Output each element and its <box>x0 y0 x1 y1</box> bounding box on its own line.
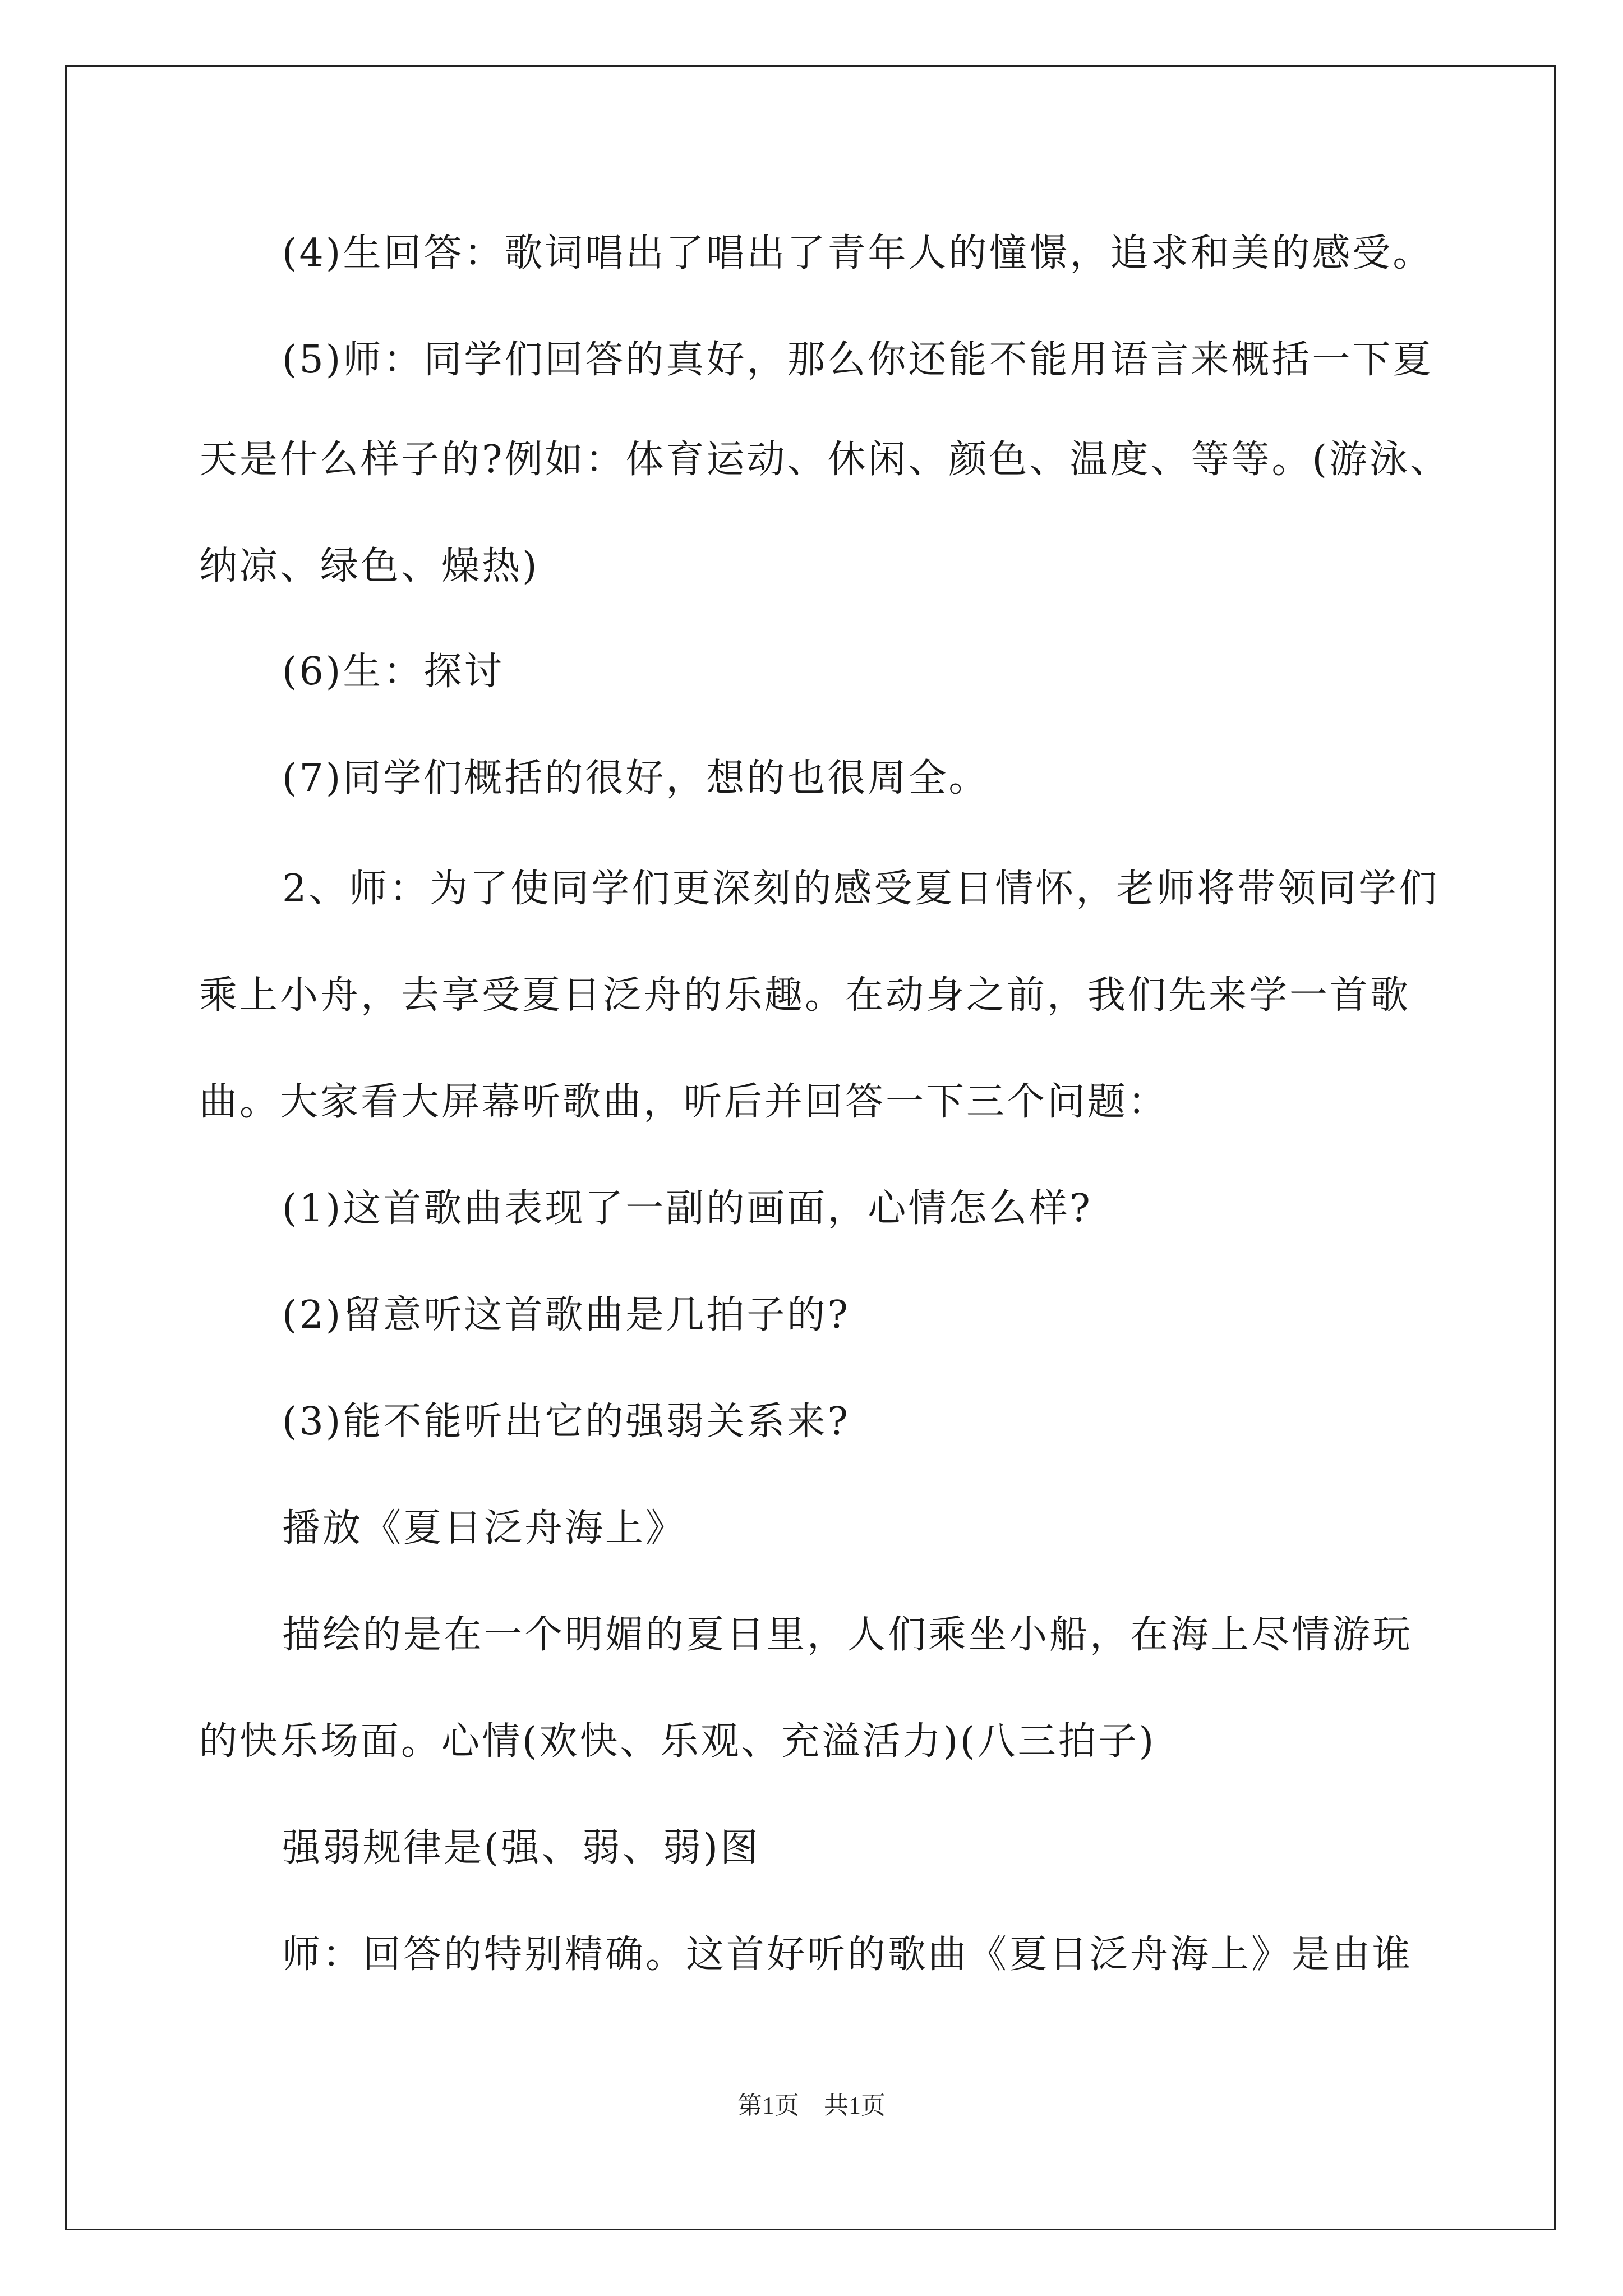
paragraph-line: (5)师：同学们回答的真好，那么你还能不能用语言来概括一下夏 <box>282 338 1433 382</box>
paragraph-line: (3)能不能听出它的强弱关系来? <box>282 1400 850 1444</box>
paragraph-line: (1)这首歌曲表现了一副的画面，心情怎么样? <box>282 1186 1092 1231</box>
paragraph-line: 师：回答的特别精确。这首好听的歌曲《夏日泛舟海上》是由谁 <box>282 1932 1413 1977</box>
paragraph-line: (7)同学们概括的很好，想的也很周全。 <box>282 756 989 800</box>
paragraph-line: 播放《夏日泛舟海上》 <box>282 1506 686 1550</box>
page-number-footer: 第1页 共1页 <box>737 2092 886 2119</box>
paragraph-line: (2)留意听这首歌曲是几拍子的? <box>282 1293 850 1337</box>
paragraph-line: (4)生回答：歌词唱出了唱出了青年人的憧憬，追求和美的感受。 <box>282 231 1433 275</box>
paragraph-line: 乘上小舟，去享受夏日泛舟的乐趣。在动身之前，我们先来学一首歌 <box>199 973 1411 1018</box>
paragraph-line: 纳凉、绿色、燥热) <box>199 544 540 588</box>
paragraph-line: (6)生：探讨 <box>282 650 505 694</box>
page-border <box>65 65 1556 2230</box>
paragraph-line: 天是什么样子的?例如：体育运动、休闲、颜色、温度、等等。(游泳、 <box>199 438 1450 482</box>
paragraph-line: 2、师：为了使同学们更深刻的感受夏日情怀，老师将带领同学们 <box>282 867 1440 911</box>
paragraph-line: 曲。大家看大屏幕听歌曲，听后并回答一下三个问题： <box>199 1080 1169 1124</box>
paragraph-line: 描绘的是在一个明媚的夏日里，人们乘坐小船，在海上尽情游玩 <box>282 1613 1413 1657</box>
paragraph-line: 强弱规律是(强、弱、弱)图 <box>282 1826 761 1870</box>
paragraph-line: 的快乐场面。心情(欢快、乐观、充溢活力)(八三拍子) <box>199 1719 1156 1764</box>
